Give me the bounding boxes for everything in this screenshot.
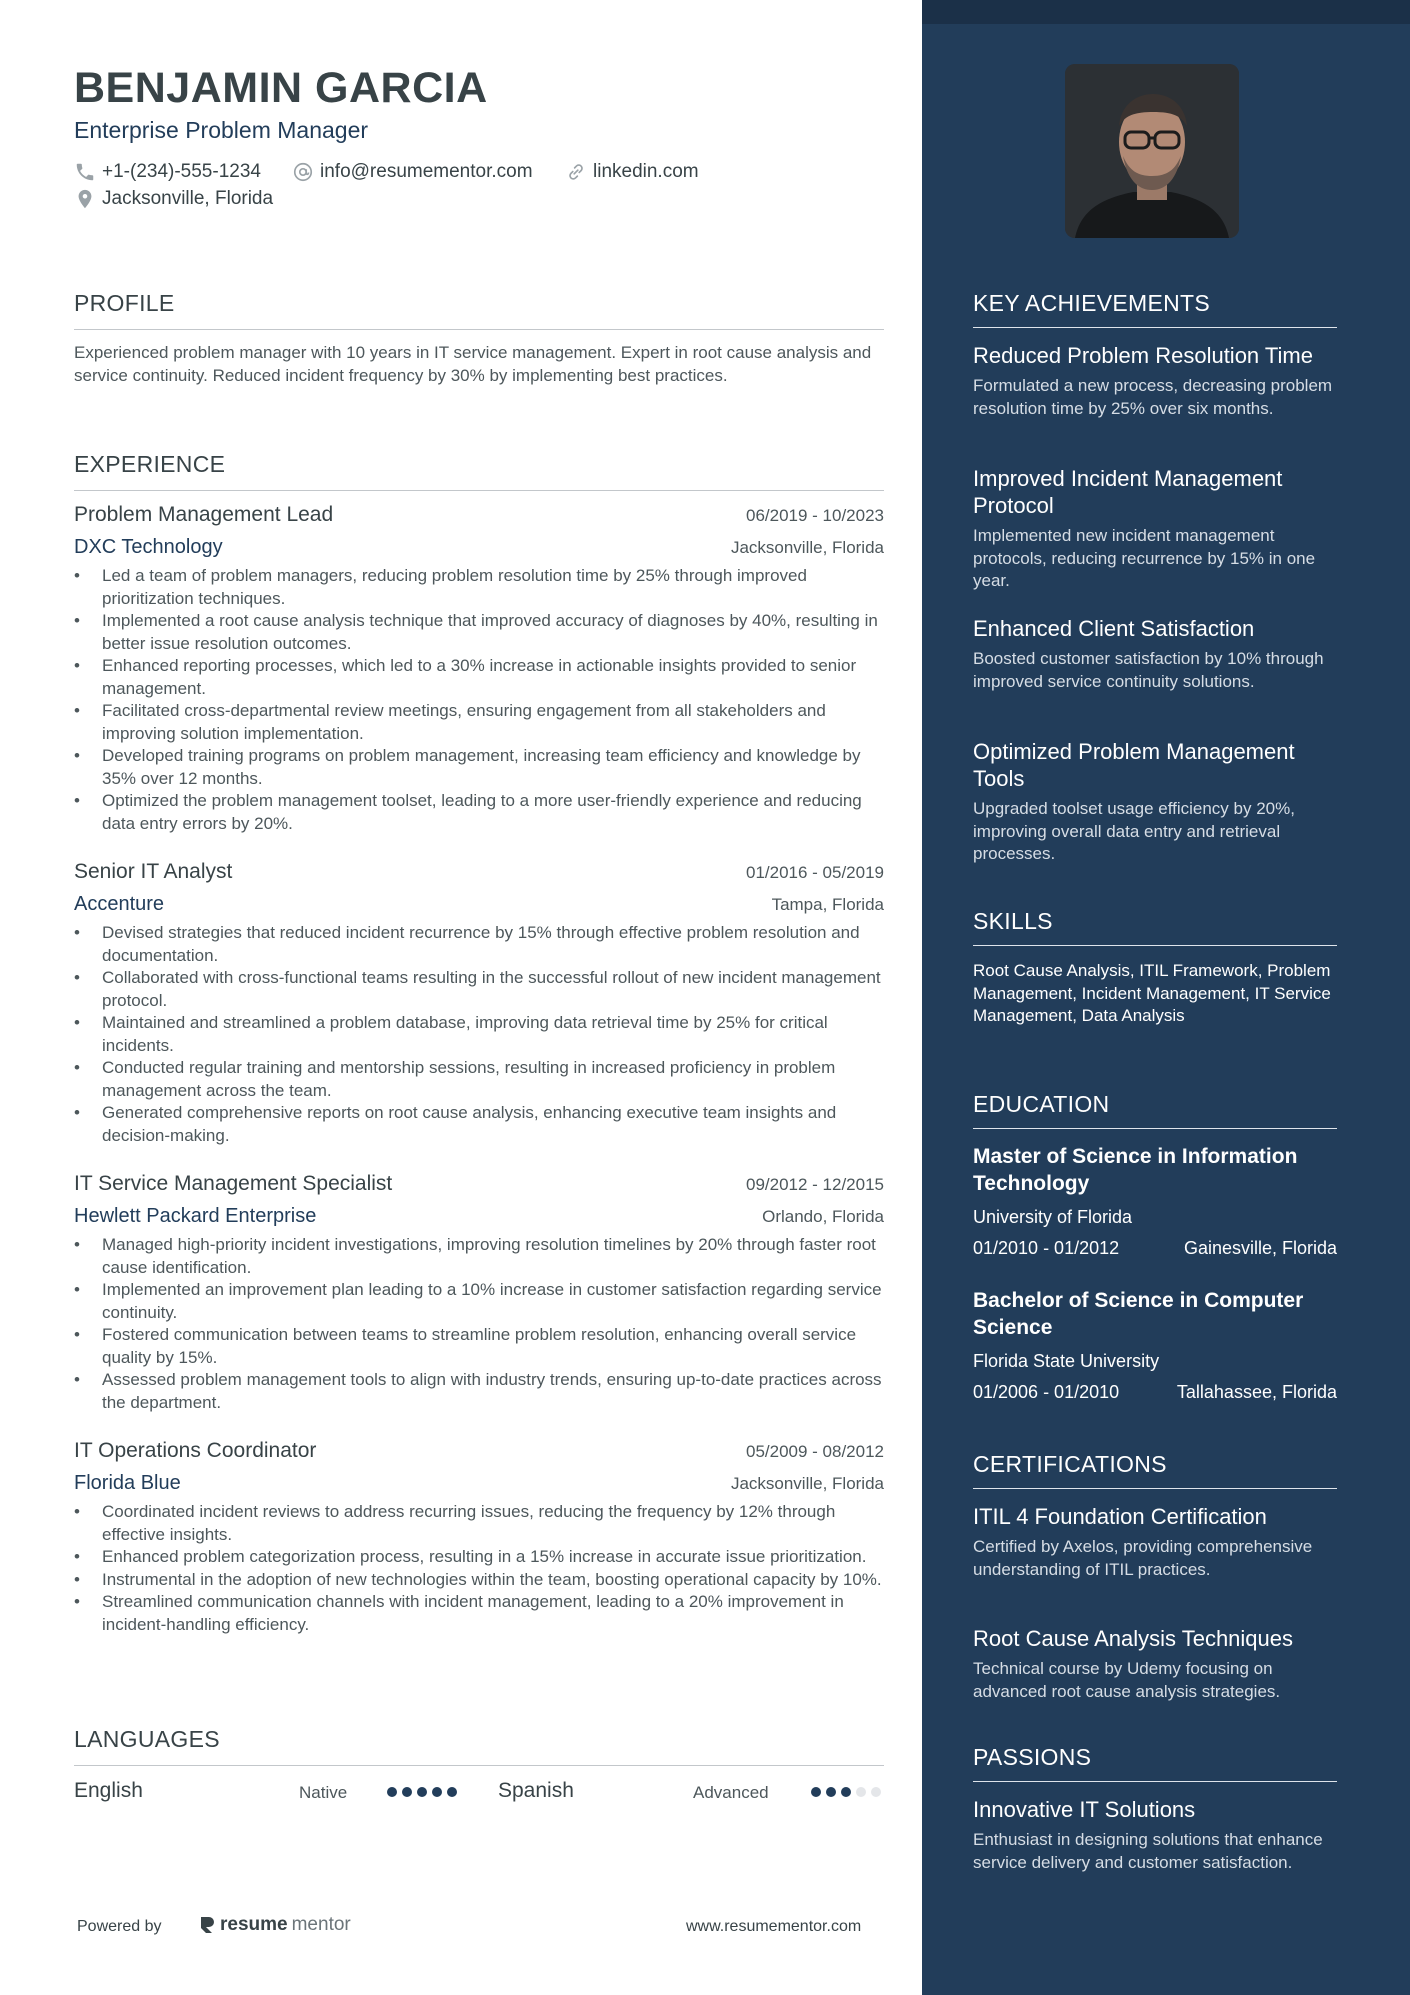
rating-dot bbox=[811, 1787, 821, 1797]
achievement-item bbox=[973, 465, 1337, 593]
achievement-item bbox=[973, 738, 1337, 866]
job-bullet: • Developed training programs on problem management, increasing team efficiency and knowledge by 35% over 12 months. bbox=[74, 745, 884, 790]
contact-location bbox=[74, 188, 273, 210]
job-role: IT Operations Coordinator bbox=[74, 1439, 317, 1462]
sidebar-top-band bbox=[922, 0, 1410, 24]
location-text: Jacksonville, Florida bbox=[102, 188, 274, 209]
certification-text: Certified by Axelos, providing comprehensive understanding of ITIL practices. bbox=[973, 1537, 1313, 1579]
rating-dot bbox=[841, 1787, 851, 1797]
languages-heading: LANGUAGES bbox=[74, 1726, 884, 1766]
job-location: Jacksonville, Florida bbox=[730, 538, 884, 557]
passion-title: Innovative IT Solutions bbox=[973, 1797, 1196, 1822]
job-bullet: • Implemented an improvement plan leading to a 10% increase in customer satisfaction regarding service continuity. bbox=[74, 1279, 884, 1324]
achievement-item bbox=[973, 342, 1337, 420]
phone-icon bbox=[74, 161, 96, 183]
website-link[interactable]: www.resumementor.com bbox=[686, 1918, 862, 1935]
job-bullets bbox=[74, 1501, 884, 1636]
job-dates: 09/2012 - 12/2015 bbox=[745, 1175, 884, 1194]
job-bullet: • Maintained and streamlined a problem database, improving data retrieval time by 25% for critical incidents. bbox=[74, 1012, 884, 1057]
job-bullet: • Enhanced problem categorization process, resulting in a 15% increase in accurate issue prioritization. bbox=[74, 1546, 884, 1569]
achievement-text: Boosted customer satisfaction by 10% through improved service continuity solutions. bbox=[973, 649, 1324, 691]
email-text: info@resumementor.com bbox=[320, 161, 533, 182]
rating-dot bbox=[402, 1787, 412, 1797]
achievement-title: Improved Incident Management Protocol bbox=[973, 466, 1283, 518]
education-school bbox=[973, 1207, 1337, 1228]
experience-heading: EXPERIENCE bbox=[74, 451, 884, 491]
job-company: Florida Blue bbox=[74, 1472, 181, 1494]
rating-dot bbox=[432, 1787, 442, 1797]
resumementor-logo[interactable] bbox=[198, 1914, 351, 1936]
job-role: Senior IT Analyst bbox=[74, 860, 233, 883]
location-pin-icon bbox=[74, 188, 96, 210]
language-level: Native bbox=[299, 1783, 348, 1802]
job-company: DXC Technology bbox=[74, 536, 223, 558]
job-bullet: • Optimized the problem management toolset, leading to a more user-friendly experience and reducing data entry errors by 20%. bbox=[74, 790, 884, 835]
job-location: Tampa, Florida bbox=[771, 895, 884, 914]
brand-part-b: mentor bbox=[291, 1914, 351, 1935]
rating-dot bbox=[417, 1787, 427, 1797]
job-bullet: • Generated comprehensive reports on root cause analysis, enhancing executive team insights and decision-making. bbox=[74, 1102, 884, 1147]
profile-photo bbox=[1065, 64, 1239, 238]
passion-item bbox=[973, 1796, 1337, 1874]
certification-title: Root Cause Analysis Techniques bbox=[973, 1626, 1294, 1651]
achievement-title: Optimized Problem Management Tools bbox=[973, 739, 1295, 791]
skills-text: Root Cause Analysis, ITIL Framework, Problem Management, Incident Management, IT Service Management, Data Analysis bbox=[973, 961, 1331, 1025]
job-dates: 05/2009 - 08/2012 bbox=[745, 1442, 884, 1461]
education-location: Gainesville, Florida bbox=[1183, 1238, 1337, 1258]
job-bullet: • Coordinated incident reviews to address recurring issues, reducing the frequency by 12% through effective insights. bbox=[74, 1501, 884, 1546]
logo-icon bbox=[198, 1915, 216, 1935]
education-dates: 01/2006 - 01/2010 bbox=[973, 1382, 1120, 1402]
education-item bbox=[973, 1143, 1337, 1259]
job-entry bbox=[74, 503, 884, 835]
job-bullet: • Collaborated with cross-functional teams resulting in the successful rollout of new incident management protocol. bbox=[74, 967, 884, 1012]
certification-item bbox=[973, 1625, 1337, 1703]
job-bullet: • Led a team of problem managers, reducing problem resolution time by 25% through improved prioritization techniques. bbox=[74, 565, 884, 610]
linkedin-text: linkedin.com bbox=[593, 161, 699, 182]
achievement-title: Enhanced Client Satisfaction bbox=[973, 616, 1255, 641]
job-role: IT Service Management Specialist bbox=[74, 1172, 393, 1195]
school-name: University of Florida bbox=[973, 1207, 1133, 1227]
job-bullet: • Managed high-priority incident investigations, improving resolution timelines by 20% through faster root cause identification. bbox=[74, 1234, 884, 1279]
contact-email[interactable] bbox=[292, 161, 533, 183]
education-meta bbox=[973, 1382, 1337, 1403]
contact-linkedin[interactable] bbox=[565, 161, 699, 183]
education-heading: EDUCATION bbox=[973, 1091, 1337, 1129]
sidebar bbox=[922, 0, 1410, 1995]
language-name: Spanish bbox=[498, 1779, 574, 1802]
certification-title: ITIL 4 Foundation Certification bbox=[973, 1504, 1267, 1529]
job-company: Accenture bbox=[74, 893, 165, 915]
certification-item bbox=[973, 1503, 1337, 1581]
job-bullet: • Devised strategies that reduced incident recurrence by 15% through effective problem resolution and documentation. bbox=[74, 922, 884, 967]
education-item bbox=[973, 1287, 1337, 1403]
job-bullet: • Assessed problem management tools to align with industry trends, ensuring up-to-date practices across the department. bbox=[74, 1369, 884, 1414]
candidate-title: Enterprise Problem Manager bbox=[74, 117, 369, 143]
language-rating bbox=[387, 1787, 457, 1797]
certification-text: Technical course by Udemy focusing on advanced root cause analysis strategies. bbox=[973, 1659, 1281, 1701]
job-bullet: • Fostered communication between teams to streamline problem resolution, enhancing overall service quality by 15%. bbox=[74, 1324, 884, 1369]
phone-text: +1-(234)-555-1234 bbox=[102, 161, 261, 182]
education-degree: Master of Science in Information Technology bbox=[973, 1145, 1298, 1195]
passion-text: Enthusiast in designing solutions that enhance service delivery and customer satisfaction. bbox=[973, 1830, 1323, 1872]
certifications-heading: CERTIFICATIONS bbox=[973, 1451, 1337, 1489]
achievements-heading: KEY ACHIEVEMENTS bbox=[973, 290, 1337, 328]
rating-dot bbox=[871, 1787, 881, 1797]
language-level: Advanced bbox=[693, 1783, 769, 1802]
skills-heading: SKILLS bbox=[973, 908, 1337, 946]
job-company: Hewlett Packard Enterprise bbox=[74, 1205, 317, 1227]
job-bullet: • Facilitated cross-departmental review meetings, ensuring engagement from all stakeholders and improving solution implementation. bbox=[74, 700, 884, 745]
achievement-item bbox=[973, 615, 1337, 693]
passions-heading: PASSIONS bbox=[973, 1744, 1337, 1782]
avatar-portrait bbox=[1065, 64, 1239, 238]
school-name: Florida State University bbox=[973, 1351, 1160, 1371]
education-school bbox=[973, 1351, 1337, 1372]
job-bullets bbox=[74, 922, 884, 1147]
job-bullets bbox=[74, 1234, 884, 1414]
job-location: Jacksonville, Florida bbox=[730, 1474, 884, 1493]
achievement-text: Implemented new incident management protocols, reducing recurrence by 15% in one year. bbox=[973, 526, 1316, 590]
education-dates: 01/2010 - 01/2012 bbox=[973, 1238, 1120, 1258]
job-dates: 01/2016 - 05/2019 bbox=[745, 863, 884, 882]
job-bullet: • Enhanced reporting processes, which led to a 30% increase in actionable insights provided to senior management. bbox=[74, 655, 884, 700]
brand-part-a: resume bbox=[220, 1914, 288, 1935]
job-entry bbox=[74, 860, 884, 1147]
language-rating bbox=[811, 1787, 881, 1797]
job-role: Problem Management Lead bbox=[74, 503, 334, 526]
link-icon bbox=[565, 161, 587, 183]
job-location: Orlando, Florida bbox=[762, 1207, 884, 1226]
contact-phone[interactable] bbox=[74, 161, 261, 183]
achievement-text: Formulated a new process, decreasing problem resolution time by 25% over six months. bbox=[973, 376, 1333, 418]
job-bullet: • Instrumental in the adoption of new technologies within the team, boosting operational capacity by 10%. bbox=[74, 1569, 884, 1592]
education-location: Tallahassee, Florida bbox=[1176, 1382, 1337, 1402]
at-icon bbox=[292, 161, 314, 183]
education-meta bbox=[973, 1238, 1337, 1259]
profile-heading: PROFILE bbox=[74, 290, 884, 330]
job-entry bbox=[74, 1439, 884, 1636]
candidate-name: BENJAMIN GARCIA bbox=[74, 64, 488, 112]
job-bullet: • Conducted regular training and mentorship sessions, resulting in increased proficiency in problem management across the team. bbox=[74, 1057, 884, 1102]
achievement-text: Upgraded toolset usage efficiency by 20%, improving overall data entry and retrieval processes. bbox=[973, 799, 1295, 863]
rating-dot bbox=[387, 1787, 397, 1797]
rating-dot bbox=[856, 1787, 866, 1797]
profile-text: Experienced problem manager with 10 years in IT service management. Expert in root cause analysis and service continuity. Reduced incident frequency by 30% by implementing best practices. bbox=[74, 343, 872, 385]
rating-dot bbox=[826, 1787, 836, 1797]
achievement-title: Reduced Problem Resolution Time bbox=[973, 343, 1313, 368]
powered-by-label: Powered by bbox=[77, 1918, 162, 1935]
rating-dot bbox=[447, 1787, 457, 1797]
language-name: English bbox=[74, 1779, 143, 1802]
job-bullets bbox=[74, 565, 884, 835]
job-dates: 06/2019 - 10/2023 bbox=[745, 506, 884, 525]
job-bullet: • Implemented a root cause analysis technique that improved accuracy of diagnoses by 40%, resulting in better issue resolution outcomes. bbox=[74, 610, 884, 655]
job-bullet: • Streamlined communication channels with incident management, leading to a 20% improvement in incident-handling efficiency. bbox=[74, 1591, 884, 1636]
job-entry bbox=[74, 1172, 884, 1414]
education-degree: Bachelor of Science in Computer Science bbox=[973, 1289, 1304, 1339]
